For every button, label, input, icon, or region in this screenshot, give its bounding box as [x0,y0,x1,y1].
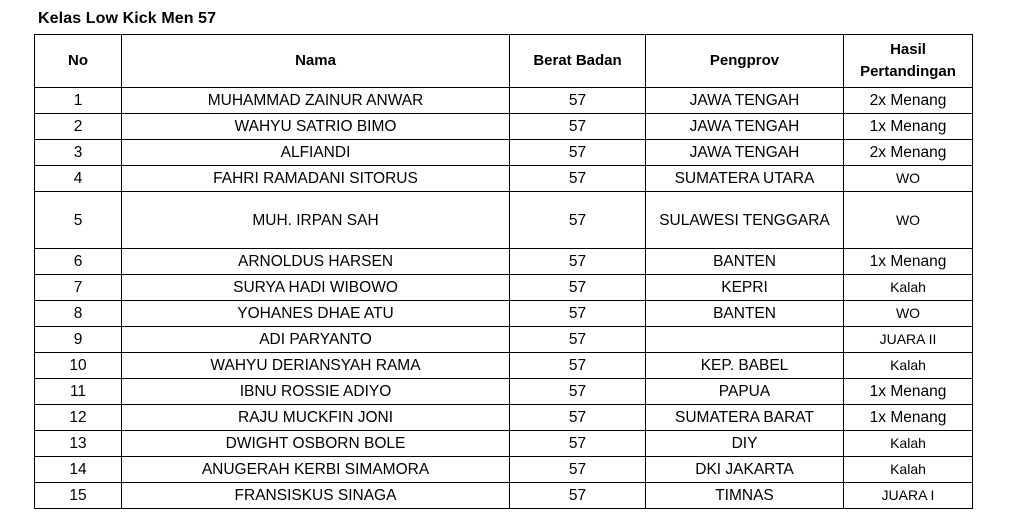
cell-no: 3 [35,140,122,166]
cell-berat-badan: 57 [510,431,646,457]
table-row [35,275,973,301]
cell-pengprov: SUMATERA UTARA [646,166,844,192]
header-pengprov: Pengprov [646,35,844,88]
table-row [35,249,973,275]
cell-berat-badan: 57 [510,327,646,353]
cell-nama: WAHYU DERIANSYAH RAMA [122,353,510,379]
cell-hasil: WO [844,192,973,249]
header-berat-badan: Berat Badan [510,35,646,88]
header-no: No [35,35,122,88]
header-hasil-pertandingan [844,35,973,88]
table-body [35,88,973,509]
cell-nama: RAJU MUCKFIN JONI [122,405,510,431]
cell-pengprov: KEP. BABEL [646,353,844,379]
cell-berat-badan: 57 [510,275,646,301]
page-title: Kelas Low Kick Men 57 [38,10,217,27]
header-row [35,35,973,88]
cell-berat-badan: 57 [510,483,646,509]
cell-hasil: JUARA I [844,483,973,509]
cell-no: 11 [35,379,122,405]
table-row [35,483,973,509]
results-table [34,34,973,509]
cell-berat-badan: 57 [510,140,646,166]
cell-nama: IBNU ROSSIE ADIYO [122,379,510,405]
cell-nama: ALFIANDI [122,140,510,166]
cell-berat-badan: 57 [510,353,646,379]
cell-pengprov: KEPRI [646,275,844,301]
cell-no: 1 [35,88,122,114]
cell-no: 2 [35,114,122,140]
cell-hasil: 2x Menang [844,88,973,114]
cell-hasil: 1x Menang [844,249,973,275]
cell-pengprov: DIY [646,431,844,457]
cell-no: 12 [35,405,122,431]
cell-pengprov: SULAWESI TENGGARA [646,192,844,249]
cell-no: 13 [35,431,122,457]
cell-no: 14 [35,457,122,483]
cell-nama: WAHYU SATRIO BIMO [122,114,510,140]
cell-nama: ARNOLDUS HARSEN [122,249,510,275]
cell-pengprov: BANTEN [646,249,844,275]
table-row [35,379,973,405]
cell-no: 7 [35,275,122,301]
cell-nama: ANUGERAH KERBI SIMAMORA [122,457,510,483]
table-row [35,114,973,140]
cell-no: 6 [35,249,122,275]
cell-hasil: WO [844,166,973,192]
cell-nama: MUHAMMAD ZAINUR ANWAR [122,88,510,114]
cell-nama: FRANSISKUS SINAGA [122,483,510,509]
cell-berat-badan: 57 [510,249,646,275]
table-row [35,353,973,379]
table-row [35,405,973,431]
cell-nama: DWIGHT OSBORN BOLE [122,431,510,457]
table-row [35,140,973,166]
cell-no: 10 [35,353,122,379]
table-row [35,192,973,249]
cell-berat-badan: 57 [510,457,646,483]
cell-pengprov: JAWA TENGAH [646,88,844,114]
table-row [35,166,973,192]
cell-nama: FAHRI RAMADANI SITORUS [122,166,510,192]
cell-berat-badan: 57 [510,301,646,327]
cell-pengprov: DKI JAKARTA [646,457,844,483]
cell-no: 9 [35,327,122,353]
cell-pengprov [646,327,844,353]
header-hasil-line2: Pertandingan [860,63,956,80]
cell-berat-badan: 57 [510,166,646,192]
cell-hasil: JUARA II [844,327,973,353]
cell-nama: ADI PARYANTO [122,327,510,353]
cell-nama: MUH. IRPAN SAH [122,192,510,249]
cell-berat-badan: 57 [510,88,646,114]
table-row [35,431,973,457]
header-nama: Nama [122,35,510,88]
table-row [35,301,973,327]
cell-berat-badan: 57 [510,192,646,249]
cell-no: 4 [35,166,122,192]
table-row [35,457,973,483]
cell-hasil: 1x Menang [844,379,973,405]
cell-nama: SURYA HADI WIBOWO [122,275,510,301]
table-row [35,327,973,353]
cell-hasil: Kalah [844,353,973,379]
cell-no: 15 [35,483,122,509]
cell-pengprov: BANTEN [646,301,844,327]
cell-pengprov: PAPUA [646,379,844,405]
cell-pengprov: SUMATERA BARAT [646,405,844,431]
cell-berat-badan: 57 [510,114,646,140]
cell-pengprov: TIMNAS [646,483,844,509]
cell-no: 5 [35,192,122,249]
cell-nama: YOHANES DHAE ATU [122,301,510,327]
cell-hasil: 1x Menang [844,114,973,140]
cell-berat-badan: 57 [510,379,646,405]
cell-hasil: Kalah [844,457,973,483]
header-hasil-line1: Hasil [890,41,926,58]
cell-hasil: 2x Menang [844,140,973,166]
cell-hasil: Kalah [844,275,973,301]
cell-berat-badan: 57 [510,405,646,431]
cell-pengprov: JAWA TENGAH [646,114,844,140]
cell-hasil: 1x Menang [844,405,973,431]
cell-pengprov: JAWA TENGAH [646,140,844,166]
cell-hasil: WO [844,301,973,327]
cell-no: 8 [35,301,122,327]
cell-hasil: Kalah [844,431,973,457]
table-row [35,88,973,114]
